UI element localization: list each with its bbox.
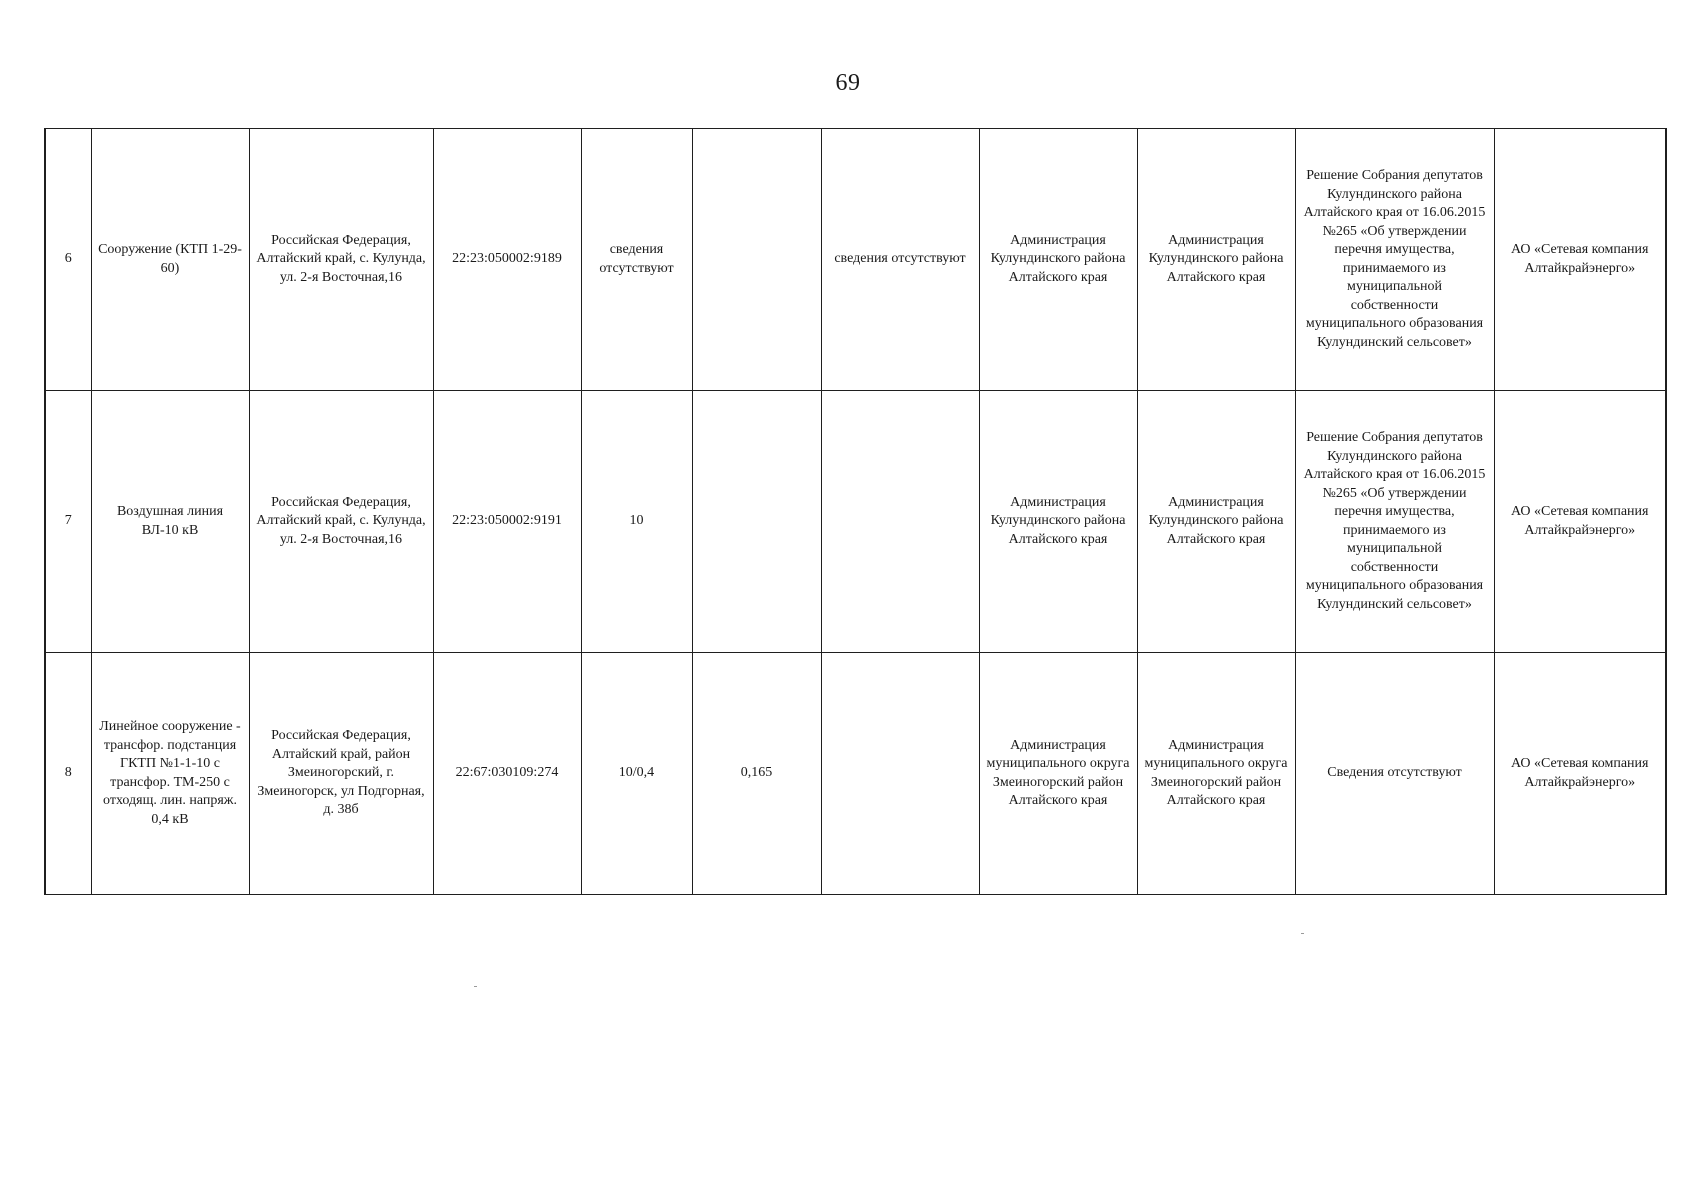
cell-object-name: Линейное сооружение - трансфор. подстанция ГКТП №1-1-10 с трансфор. ТМ-250 с отходящ. лин. напряж. 0,4 кВ — [91, 653, 249, 895]
table-row — [45, 129, 1666, 391]
cell-basis-document: Сведения отсутствуют — [1295, 653, 1494, 895]
cell-object-name: Сооружение (КТП 1-29-60) — [91, 129, 249, 391]
cell-length — [692, 391, 821, 653]
cell-voltage: 10/0,4 — [581, 653, 692, 895]
cell-basis-document: Решение Собрания депутатов Кулундинского района Алтайского края от 16.06.2015 №265 «Об утверждении перечня имущества, принимаемого из муниципальной собственности муниципального образования Кулундинский сельсовет» — [1295, 391, 1494, 653]
cell-operator: АО «Сетевая компания Алтайкрайэнерго» — [1494, 129, 1666, 391]
cell-length — [692, 129, 821, 391]
cell-object-name: Воздушная линия ВЛ-10 кВ — [91, 391, 249, 653]
cell-number: 6 — [45, 129, 91, 391]
cell-number: 7 — [45, 391, 91, 653]
cell-additional-info — [821, 653, 979, 895]
cell-cadastral-number: 22:67:030109:274 — [433, 653, 581, 895]
table-row — [45, 391, 1666, 653]
cell-voltage: сведения отсутствуют — [581, 129, 692, 391]
cell-address: Российская Федерация, Алтайский край, с. Кулунда, ул. 2-я Восточная,16 — [249, 391, 433, 653]
cell-length: 0,165 — [692, 653, 821, 895]
cell-operator: АО «Сетевая компания Алтайкрайэнерго» — [1494, 391, 1666, 653]
cell-owner: Администрация Кулундинского района Алтайского края — [1137, 391, 1295, 653]
scan-speck — [474, 986, 477, 987]
cell-number: 8 — [45, 653, 91, 895]
cell-voltage: 10 — [581, 391, 692, 653]
cell-additional-info: сведения отсутствуют — [821, 129, 979, 391]
cell-right-holder: Администрация муниципального округа Змеиногорский район Алтайского края — [979, 653, 1137, 895]
cell-owner: Администрация муниципального округа Змеиногорский район Алтайского края — [1137, 653, 1295, 895]
property-registry-table — [44, 128, 1667, 895]
scan-speck — [1301, 933, 1304, 934]
cell-owner: Администрация Кулундинского района Алтайского края — [1137, 129, 1295, 391]
cell-cadastral-number: 22:23:050002:9189 — [433, 129, 581, 391]
cell-additional-info — [821, 391, 979, 653]
page-number: 69 — [835, 70, 861, 96]
cell-cadastral-number: 22:23:050002:9191 — [433, 391, 581, 653]
cell-address: Российская Федерация, Алтайский край, с. Кулунда, ул. 2-я Восточная,16 — [249, 129, 433, 391]
cell-address: Российская Федерация, Алтайский край, район Змеиногорский, г. Змеиногорск, ул Подгорная, д. 38б — [249, 653, 433, 895]
cell-operator: АО «Сетевая компания Алтайкрайэнерго» — [1494, 653, 1666, 895]
table-row — [45, 653, 1666, 895]
cell-basis-document: Решение Собрания депутатов Кулундинского района Алтайского края от 16.06.2015 №265 «Об утверждении перечня имущества, принимаемого из муниципальной собственности муниципального образования Кулундинский сельсовет» — [1295, 129, 1494, 391]
cell-right-holder: Администрация Кулундинского района Алтайского края — [979, 129, 1137, 391]
cell-right-holder: Администрация Кулундинского района Алтайского края — [979, 391, 1137, 653]
